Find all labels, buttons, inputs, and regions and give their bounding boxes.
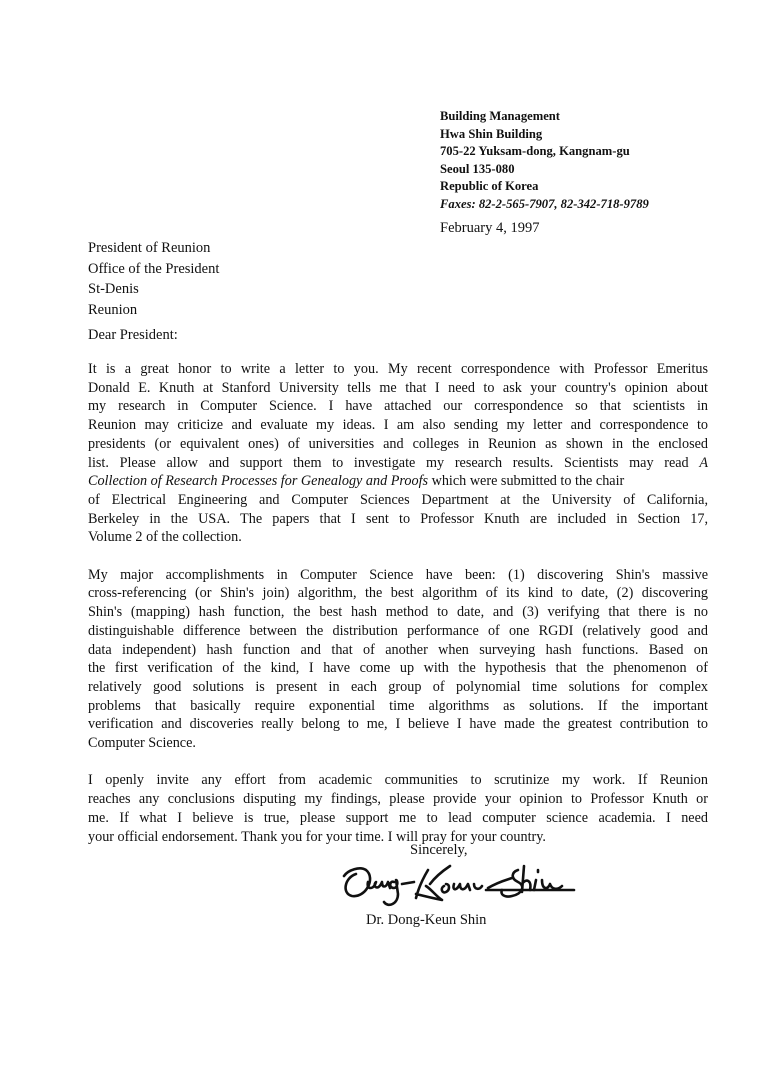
recipient-line: St-Denis (88, 281, 139, 297)
body-line (88, 454, 708, 473)
paragraph-2 (88, 566, 708, 753)
body-line: I openly invite any effort from academic communities to scrutinize my work. If Reunion (88, 772, 708, 789)
body-line: your official endorsement. Thank you for your time. I will pray for your country. (88, 828, 546, 845)
body-line: me. If what I believe is true, please support me to lead computer science academia. I need (88, 809, 708, 826)
body-line: reaches any conclusions disputing my findings, please provide your opinion to Professor Knuth or (88, 791, 708, 808)
sender-line: Building Management (440, 109, 561, 123)
recipient-line: Reunion (88, 301, 138, 318)
body-line: the first verification of the kind, I have come up with the hypothesis that the phenomenon of (88, 660, 708, 677)
body-line: It is a great honor to write a letter to you. My recent correspondence with Professor Emeritus (88, 361, 708, 377)
recipient-line: Office of the President (88, 260, 220, 277)
sender-faxes: Faxes: 82-2-565-7907, 82-342-718-9789 (440, 196, 649, 211)
salutation: Dear President: (88, 327, 178, 343)
body-line: verification and discoveries really belong to me, I believe I have made the greatest contribution to (88, 716, 708, 733)
body-line (88, 472, 708, 491)
paragraph-3 (88, 771, 708, 846)
letter-body (88, 360, 708, 865)
sender-line: Republic of Korea (440, 179, 539, 194)
closing: Sincerely, (410, 842, 468, 858)
sender-line: 705-22 Yuksam-dong, Kangnam-gu (440, 144, 630, 159)
handwritten-signature (336, 856, 581, 912)
italic-reference: Collection of Research Processes for Genealogy and Proofs (88, 473, 429, 490)
body-line: Reunion may criticize and evaluate my ideas. I am also sending my letter and correspondence to (88, 417, 708, 434)
signer-name: Dr. Dong-Keun Shin (366, 912, 487, 928)
paragraph-1 (88, 360, 708, 547)
body-line: relatively good solutions is present in each group of polynomial time solutions for complex (88, 678, 708, 695)
body-line: Berkeley in the USA. The papers that I sent to Professor Knuth are included in Section 17, (88, 510, 708, 527)
body-line: presidents (or equivalent ones) of universities and colleges in Reunion as shown in the enclosed (88, 435, 708, 452)
body-line: cross-referencing (or Shin's join) algorithm, the best algorithm of its kind to date, (2) discovering (88, 585, 708, 602)
body-line: of Electrical Engineering and Computer Sciences Department at the University of California, (88, 491, 708, 508)
sender-line: Hwa Shin Building (440, 126, 543, 141)
recipient-address-block (88, 238, 219, 320)
body-line-text: list. Please allow and support them to investigate my research results. Scientists may read (88, 454, 689, 471)
sender-line: Seoul 135-080 (440, 161, 515, 176)
body-line: Donald E. Knuth at Stanford University tells me that I need to ask your country's opinion about (88, 379, 708, 396)
recipient-line: President of Reunion (88, 240, 211, 256)
body-line: My major accomplishments in Computer Science have been: (1) discovering Shin's massive (88, 566, 708, 583)
body-line: data independent) hash function and that of another when surveying hash functions. Based on (88, 641, 708, 658)
body-line: distinguishable difference between the distribution performance of one RGDI (relatively good and (88, 622, 708, 639)
body-line-text: which were submitted to the chair (428, 473, 625, 490)
letter-date: February 4, 1997 (440, 220, 540, 236)
body-line: Shin's (mapping) hash function, the best hash method to date, and (3) verifying that there is no (88, 604, 708, 621)
sender-address-block (440, 108, 649, 214)
body-line: my research in Computer Science. I have attached our correspondence so that scientists in (88, 398, 708, 415)
body-line: Volume 2 of the collection. (88, 529, 242, 546)
body-line: problems that basically require exponential time algorithms as solutions. If the important (88, 697, 708, 714)
italic-reference-start: A (699, 454, 708, 471)
body-line: Computer Science. (88, 735, 196, 752)
